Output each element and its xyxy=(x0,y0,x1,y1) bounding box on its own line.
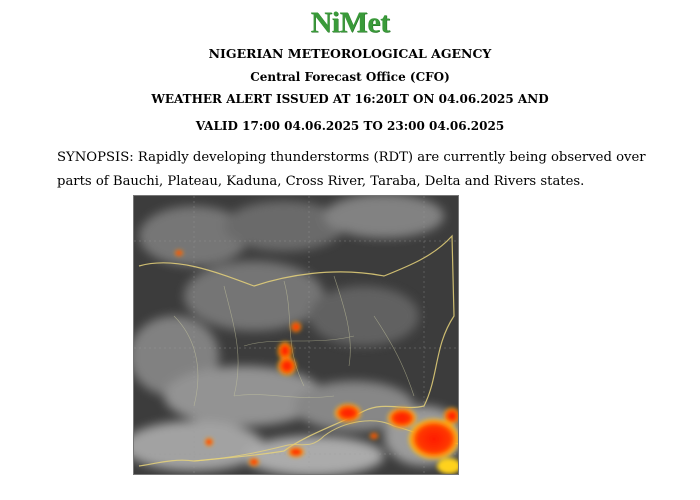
nimet-logo xyxy=(0,6,700,40)
agency-name: NIGERIAN METEOROLOGICAL AGENCY xyxy=(208,46,492,61)
validity-line: VALID 17:00 04.06.2025 TO 23:00 04.06.2025 xyxy=(195,119,505,133)
office-name: Central Forecast Office (CFO) xyxy=(250,70,450,84)
synopsis-paragraph: SYNOPSIS: Rapidly developing thunderstorms (RDT) are currently being observed over parts of Bauchi, Plateau, Kaduna, Cross River, Taraba, Delta and Rivers states. xyxy=(57,150,646,189)
satellite-map xyxy=(133,195,459,475)
logo-text: NiMet xyxy=(310,6,390,39)
alert-issued-line: WEATHER ALERT ISSUED AT 16:20LT ON 04.06.2025 AND xyxy=(151,92,549,106)
satellite-image xyxy=(134,196,459,475)
